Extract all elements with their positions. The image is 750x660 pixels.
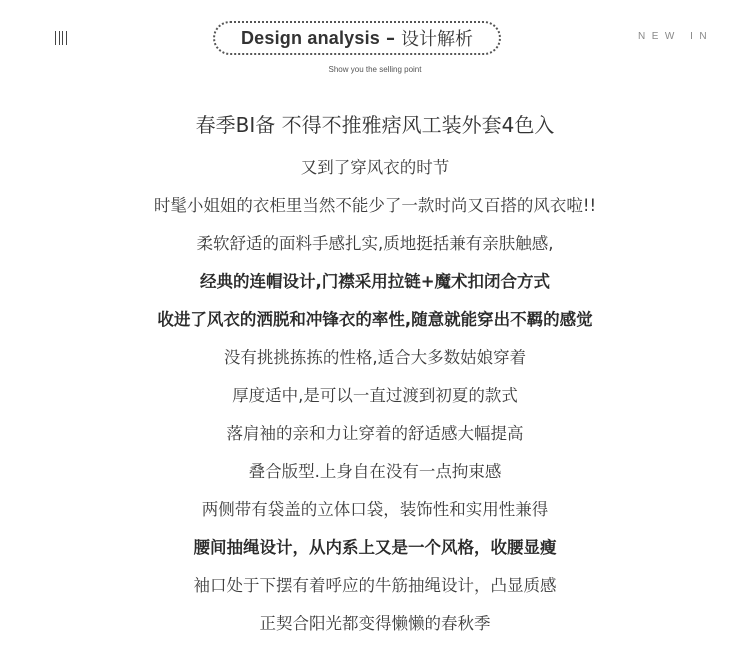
description-line: 叠合版型.上身自在没有一点拘束感 — [248, 462, 502, 481]
description-line: 经典的连帽设计,门襟采用拉链+魔术扣闭合方式 — [199, 272, 551, 291]
description-line: 落肩袖的亲和力让穿着的舒适感大幅提高 — [226, 424, 524, 443]
new-in-label: NEW IN — [638, 31, 714, 42]
description-line: 两侧带有袋盖的立体口袋，装饰性和实用性兼得 — [201, 500, 549, 519]
description-line: 收进了风衣的洒脱和冲锋衣的率性,随意就能穿出不羁的感觉 — [157, 310, 593, 329]
section-subtitle: Show you the selling point — [328, 65, 422, 74]
description-line: 正契合阳光都变得懒懒的春秋季 — [259, 614, 491, 633]
section-title-en: Design analysis — [240, 27, 381, 48]
headline-text: 春季BI备 不得不推雅痞风工装外套4色入 — [195, 113, 555, 137]
headline-wrap — [0, 112, 750, 138]
description-line: 袖口处于下摆有着呼应的牛筋抽绳设计，凸显质感 — [193, 576, 557, 595]
description-line: 又到了穿风衣的时节 — [300, 158, 450, 177]
headline — [192, 112, 559, 138]
description-line: 没有挑挑拣拣的性格,适合大多数姑娘穿着 — [223, 348, 527, 367]
section-title-pill — [213, 21, 501, 55]
description-line: 柔软舒适的面料手感扎实,质地挺括兼有亲肤触感, — [196, 234, 554, 253]
section-title-dash: – — [386, 27, 396, 49]
menu-icon[interactable] — [55, 31, 67, 45]
section-title-cn: 设计解析 — [401, 29, 474, 50]
description-line: 厚度适中,是可以一直过渡到初夏的款式 — [232, 386, 518, 405]
description-line: 时髦小姐姐的衣柜里当然不能少了一款时尚又百搭的风衣啦!! — [153, 196, 597, 215]
description-lines — [0, 155, 750, 649]
description-line: 腰间抽绳设计，从内系上又是一个风格，收腰显瘦 — [193, 538, 557, 557]
